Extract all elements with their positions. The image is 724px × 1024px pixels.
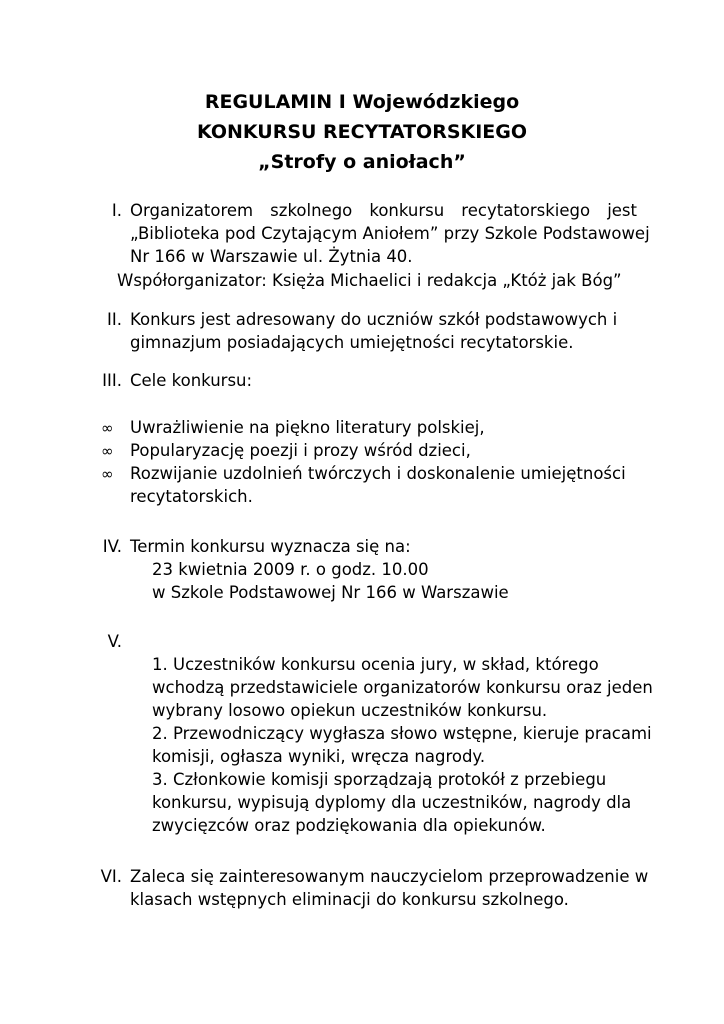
section-4-place: w Szkole Podstawowej Nr 166 w Warszawie	[152, 583, 509, 602]
section-1-coorganizer: Współorganizator: Księża Michaelici i redakcja „Któż jak Bóg”	[117, 271, 622, 290]
section-5-line-5: komisji, ogłasza wyniki, wręcza nagrody.	[152, 747, 486, 766]
title-line-3: „Strofy o aniołach”	[258, 151, 466, 173]
bullet-icon: ∞	[101, 419, 114, 437]
section-2-line-2: gimnazjum posiadających umiejętności recytatorskie.	[130, 333, 574, 352]
section-3-bullet-3-cont: recytatorskich.	[130, 487, 253, 506]
bullet-icon: ∞	[101, 442, 114, 460]
section-3-bullet-2: Popularyzację poezji i prozy wśród dzieci,	[130, 441, 471, 460]
section-5-line-2: wchodzą przedstawiciele organizatorów konkursu oraz jeden	[152, 678, 653, 697]
section-4-date: 23 kwietnia 2009 r. o godz. 10.00	[152, 560, 429, 579]
section-3-numeral: III.	[102, 371, 122, 390]
title-line-2: KONKURSU RECYTATORSKIEGO	[196, 121, 528, 143]
section-5-line-6: 3. Członkowie komisji sporządzają protokół z przebiegu	[152, 770, 607, 789]
section-1-line-3: Nr 166 w Warszawie ul. Żytnia 40.	[130, 247, 413, 266]
section-5-line-4: 2. Przewodniczący wygłasza słowo wstępne, kieruje pracami	[152, 724, 652, 743]
section-5-line-8: zwycięzców oraz podziękowania dla opiekunów.	[152, 816, 546, 835]
section-3-bullet-3: Rozwijanie uzdolnień twórczych i doskonalenie umiejętności	[130, 464, 626, 483]
section-6-line-1: Zaleca się zainteresowanym nauczycielom przeprowadzenie w	[130, 867, 649, 886]
section-3-bullet-1: Uwrażliwienie na piękno literatury polskiej,	[130, 418, 485, 437]
section-5-line-7: konkursu, wypisują dyplomy dla uczestników, nagrody dla	[152, 793, 632, 812]
section-5-line-3: wybrany losowo opiekun uczestników konkursu.	[152, 701, 548, 720]
section-3-heading: Cele konkursu:	[130, 371, 253, 390]
title-line-1: REGULAMIN I Wojewódzkiego	[204, 91, 520, 113]
section-6-line-2: klasach wstępnych eliminacji do konkursu szkolnego.	[130, 890, 569, 909]
section-6-numeral: VI.	[100, 867, 122, 886]
section-2-line-1: Konkurs jest adresowany do uczniów szkół podstawowych i	[130, 310, 618, 329]
section-4-numeral: IV.	[102, 537, 122, 556]
section-2-numeral: II.	[107, 310, 122, 329]
section-1-numeral: I.	[111, 201, 122, 220]
section-1-line-2: „Biblioteka pod Czytającym Aniołem” przy Szkole Podstawowej	[130, 224, 650, 243]
section-5-numeral: V.	[107, 632, 122, 651]
section-4-line-1: Termin konkursu wyznacza się na:	[130, 537, 411, 556]
section-1-line-1: Organizatorem szkolnego konkursu recytatorskiego jest	[130, 201, 637, 220]
section-5-line-1: 1. Uczestników konkursu ocenia jury, w skład, którego	[152, 655, 599, 674]
bullet-icon: ∞	[101, 465, 114, 483]
